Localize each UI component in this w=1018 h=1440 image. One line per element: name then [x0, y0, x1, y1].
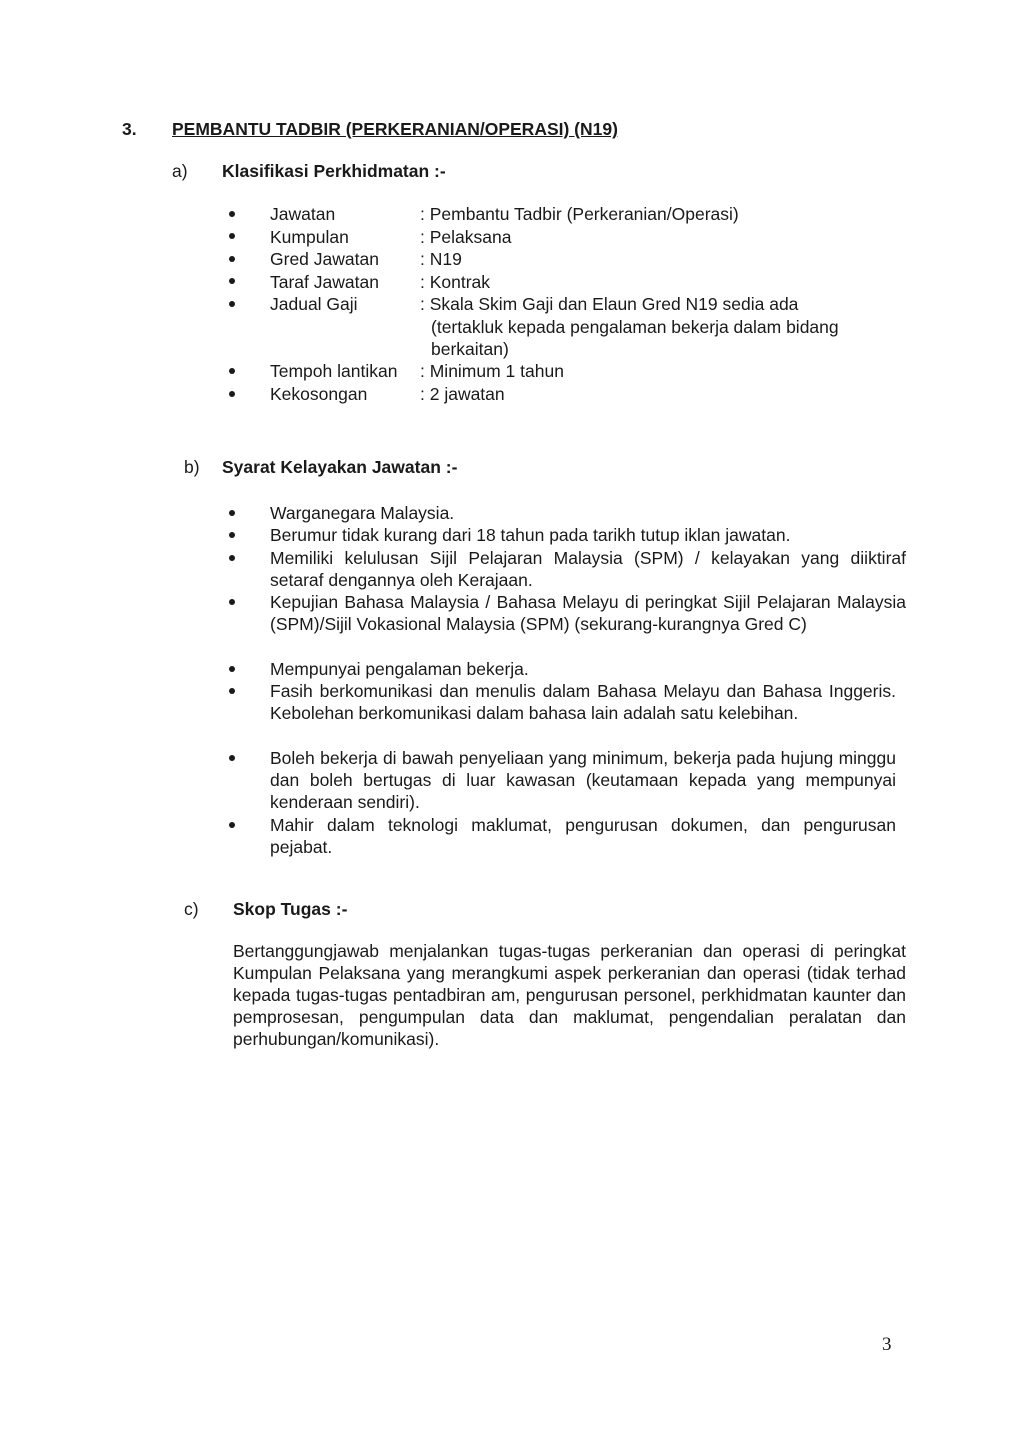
section-number: 3. [122, 119, 137, 139]
classification-key: Gred Jawatan [270, 249, 379, 269]
bullet-icon [229, 555, 235, 561]
classification-key: Tempoh lantikan [270, 361, 398, 381]
subsection-c-heading: Skop Tugas :- [233, 899, 348, 919]
bullet-icon [229, 301, 235, 307]
subsection-a-label: a) [172, 161, 188, 181]
classification-value: : Pembantu Tadbir (Perkeranian/Operasi) [420, 204, 739, 224]
bullet-icon [229, 211, 235, 217]
classification-value: : Kontrak [420, 272, 491, 292]
classification-value: : Skala Skim Gaji dan Elaun Gred N19 sedia ada [420, 294, 799, 314]
bullet-icon [229, 755, 235, 761]
section-title: PEMBANTU TADBIR (PERKERANIAN/OPERASI) (N19) [172, 119, 618, 139]
bullet-icon [229, 666, 235, 672]
requirement-item: Memiliki kelulusan Sijil Pelajaran Malaysia (SPM) / kelayakan yang diiktiraf setaraf dengannya oleh Kerajaan. [270, 548, 906, 590]
bullet-icon [229, 278, 235, 284]
classification-key: Kumpulan [270, 227, 349, 247]
bullet-icon [229, 391, 235, 397]
classification-value: : N19 [420, 249, 462, 269]
classification-key: Jawatan [270, 204, 336, 224]
requirement-item: Mahir dalam teknologi maklumat, pengurusan dokumen, dan pengurusan pejabat. [270, 815, 896, 857]
bullet-icon [229, 233, 235, 239]
bullet-icon [229, 532, 235, 538]
requirement-item: Fasih berkomunikasi dan menulis dalam Bahasa Melayu dan Bahasa Inggeris. Kebolehan berkomunikasi dalam bahasa lain adalah satu kelebihan. [270, 681, 896, 723]
classification-key: Jadual Gaji [270, 294, 358, 314]
bullet-icon [229, 599, 235, 605]
scope-paragraph: Bertanggungjawab menjalankan tugas-tugas perkeranian dan operasi di peringkat Kumpulan Pelaksana yang merangkumi aspek perkeranian dan operasi (tidak terhad kepada tugas-tugas pentadbiran am, pengurusan personel, perkhidmatan kaunter dan pemprosesan, pengumpulan data dan maklumat, pengendalian peralatan dan perhubungan/komunikasi). [233, 941, 906, 1049]
bullet-icon [229, 822, 235, 828]
requirement-item: Berumur tidak kurang dari 18 tahun pada tarikh tutup iklan jawatan. [270, 525, 791, 545]
subsection-b-heading: Syarat Kelayakan Jawatan :- [222, 457, 458, 477]
bullet-icon [229, 256, 235, 262]
subsection-b-label: b) [184, 457, 200, 477]
classification-value: : Minimum 1 tahun [420, 361, 564, 381]
classification-key: Taraf Jawatan [270, 272, 379, 292]
subsection-c-label: c) [184, 899, 199, 919]
page-number: 3 [882, 1334, 892, 1355]
requirement-item: Warganegara Malaysia. [270, 503, 455, 523]
bullet-icon [229, 688, 235, 694]
requirement-item: Boleh bekerja di bawah penyeliaan yang minimum, bekerja pada hujung minggu dan boleh bertugas di luar kawasan (keutamaan kepada yang mempunyai kenderaan sendiri). [270, 748, 896, 812]
classification-key: Kekosongan [270, 384, 368, 404]
bullet-icon [229, 510, 235, 516]
classification-value-continued: berkaitan) [431, 339, 509, 359]
requirement-item: Kepujian Bahasa Malaysia / Bahasa Melayu di peringkat Sijil Pelajaran Malaysia (SPM)/Sijil Vokasional Malaysia (SPM) (sekurang-kurangnya Gred C) [270, 592, 906, 634]
classification-value: : Pelaksana [420, 227, 512, 247]
classification-value: : 2 jawatan [420, 384, 505, 404]
bullet-icon [229, 368, 235, 374]
subsection-a-heading: Klasifikasi Perkhidmatan :- [222, 161, 446, 181]
requirement-item: Mempunyai pengalaman bekerja. [270, 659, 529, 679]
classification-value-continued: (tertakluk kepada pengalaman bekerja dalam bidang [431, 317, 839, 337]
